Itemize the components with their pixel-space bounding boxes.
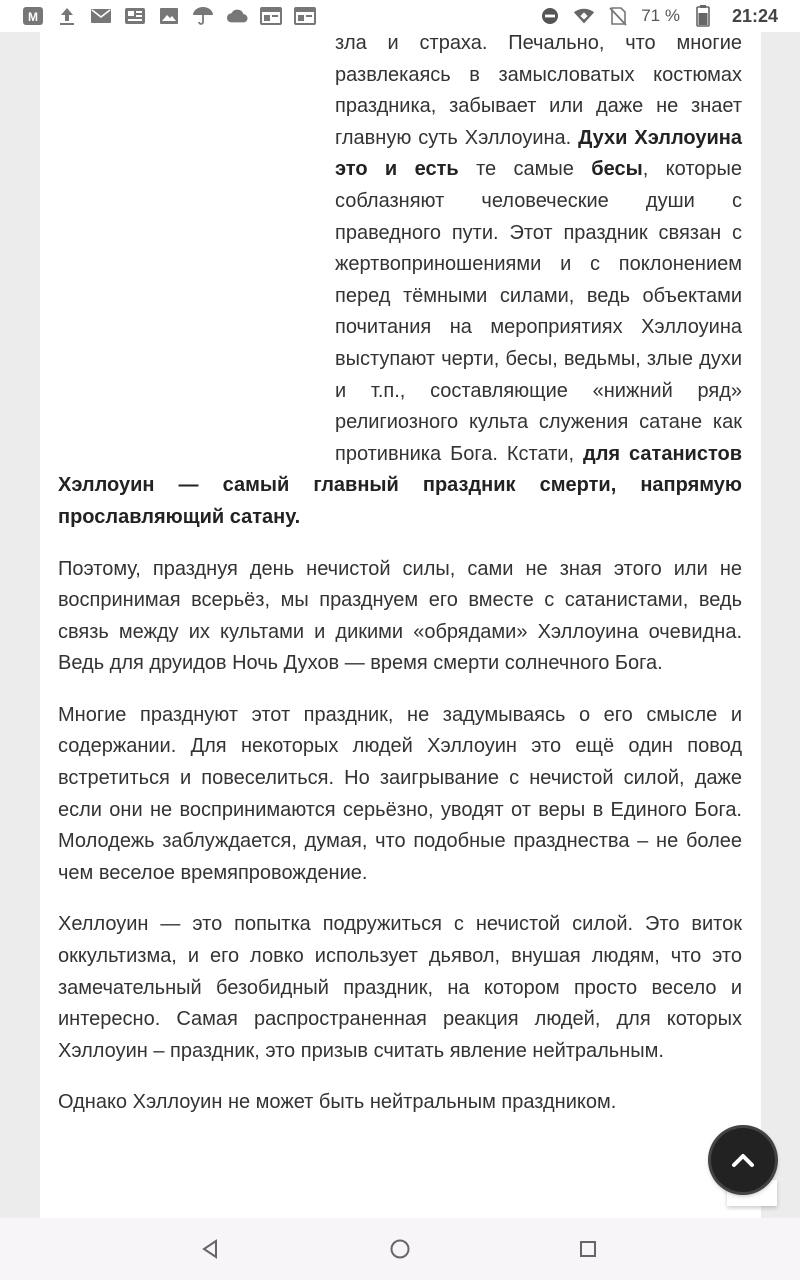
article-paragraph-5: Однако Хэллоуин не может быть нейтральным праздником.	[58, 1091, 617, 1114]
home-button[interactable]	[388, 1237, 412, 1261]
umbrella-icon	[192, 6, 214, 26]
svg-text:M: M	[28, 10, 38, 24]
wifi-icon	[573, 6, 595, 26]
bold-span: для сатанистов Хэллоуин — самый главный праздник смерти, напрямую прославляющий сатану.	[58, 442, 742, 528]
mail-ru-icon	[22, 6, 44, 26]
back-button[interactable]	[198, 1237, 222, 1261]
image-icon	[158, 6, 180, 26]
recents-button[interactable]	[576, 1237, 600, 1261]
cloud-icon	[226, 6, 248, 26]
navigation-bar	[0, 1218, 800, 1280]
dnd-icon	[539, 6, 561, 26]
text-span: те самые	[458, 158, 592, 181]
mail-icon	[90, 6, 112, 26]
upload-icon	[56, 6, 78, 26]
article-paragraph-1	[58, 28, 742, 534]
notification-icons	[22, 6, 316, 26]
text-span: , которые соблазняют человеческие души с праведного пути. Этот праздник связан с жертвоприношениями и с поклонением перед тёмными силами, ведь объектами почитания на мероприятиях Хэллоуина выступают черти, бесы, ведьмы, злые духи и т.п., составляющие «нижний ряд» религиозного культа служения сатане как противника Бога. Кстати,	[335, 158, 743, 465]
recents-square-icon	[577, 1238, 599, 1260]
scroll-to-top-button[interactable]	[711, 1128, 775, 1192]
article-page[interactable]	[40, 0, 761, 1218]
text-span: зла и страха. Печально, что многие развлекаясь в замысловатых костюмах праздника, забывает или даже не знает главную суть Хэллоуина.	[335, 32, 742, 149]
article-paragraph-3: Многие празднуют этот праздник, не задумываясь о его смысле и содержании. Для некоторых людей Хэллоуин это ещё один повод встретиться и повеселиться. Но заигрывание с нечистой силой, даже если они не воспринимаются серьёзно, уводят от веры в Единого Бога. Молодежь заблуждается, думая, что подобные празднества – не более чем веселое времяпровождение.	[58, 703, 742, 884]
status-bar	[0, 0, 800, 32]
no-sim-icon	[607, 6, 629, 26]
chevron-up-icon	[731, 1152, 755, 1168]
bold-span: Духи Хэллоуина это и есть	[335, 126, 742, 181]
clock: 21:24	[731, 5, 778, 26]
home-circle-icon	[389, 1238, 411, 1260]
system-icons	[539, 6, 778, 27]
browser2-icon	[294, 6, 316, 26]
article-paragraph-2: Поэтому, празднуя день нечистой силы, сами не зная этого или не воспринимая всерьёз, мы празднуем его вместе с сатанистами, ведь связь между их культами и дикими «обрядами» Хэллоуина очевидна. Ведь для друидов Ночь Духов — время смерти солнечного Бога.	[58, 557, 742, 675]
battery-icon	[692, 6, 714, 26]
back-triangle-icon	[199, 1238, 221, 1260]
news-icon	[124, 6, 146, 26]
float-space	[58, 28, 335, 466]
browser-icon	[260, 6, 282, 26]
article-body	[58, 28, 742, 1139]
battery-percent: 71 %	[641, 6, 680, 25]
bold-span: бесы	[591, 158, 643, 181]
article-paragraph-4: Хеллоуин — это попытка подружиться с нечистой силой. Это виток оккультизма, и его ловко использует дьявол, внушая людям, что это замечательный безобидный праздник, на котором просто весело и интересно. Самая распространенная реакция людей, для которых Хэллоуин – праздник, это призыв считать явление нейтральным.	[58, 913, 742, 1062]
